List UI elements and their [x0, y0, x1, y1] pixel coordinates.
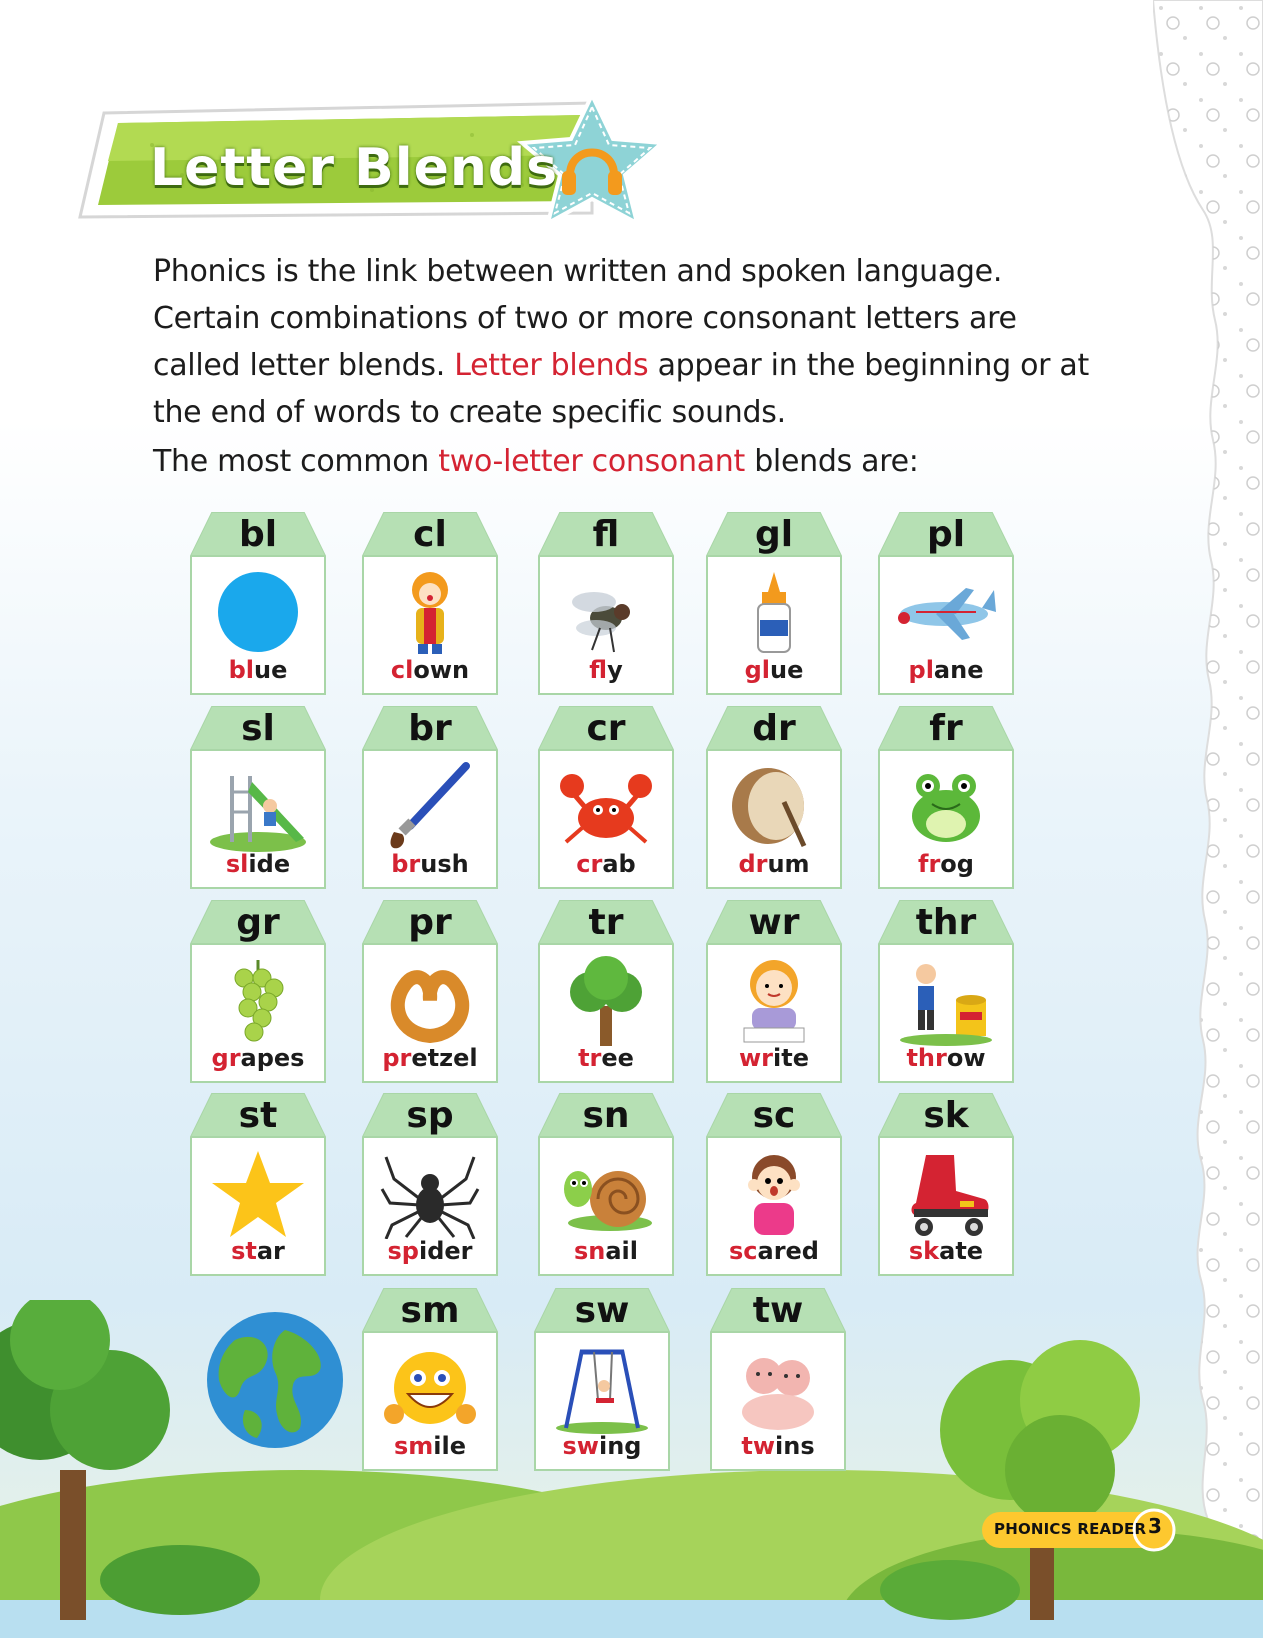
blend-card [190, 900, 326, 1083]
blend-card [362, 706, 498, 889]
example-word [190, 1044, 326, 1072]
blend-label: wr [748, 902, 800, 943]
blend-label: gl [754, 514, 794, 555]
word-rest-part: ide [248, 850, 291, 878]
word-rest-part: ue [770, 656, 804, 684]
example-word [878, 850, 1014, 878]
word-rest-part: ins [775, 1432, 815, 1460]
intro-text: The most common [153, 444, 439, 479]
example-word [190, 656, 326, 684]
glue-bottle-icon [724, 568, 824, 658]
clown-icon [380, 568, 480, 658]
blend-card [538, 900, 674, 1083]
example-word [538, 1237, 674, 1265]
word-blend-part: pr [382, 1044, 412, 1072]
blend-label: thr [915, 902, 977, 943]
frog-icon [896, 762, 996, 852]
blend-label: bl [238, 514, 278, 555]
word-rest-part: og [940, 850, 974, 878]
word-blend-part: sk [908, 1237, 940, 1265]
tree-icon [556, 956, 656, 1046]
intro-text: blends are: [744, 444, 919, 479]
blend-card [706, 512, 842, 695]
paintbrush-icon [380, 762, 480, 852]
star-icon [208, 1149, 308, 1239]
word-blend-part: gr [211, 1044, 241, 1072]
blend-card [878, 900, 1014, 1083]
blend-card [362, 1093, 498, 1276]
word-blend-part: pl [908, 656, 934, 684]
word-blend-part: sn [573, 1237, 606, 1265]
blend-card [878, 512, 1014, 695]
intro-line [153, 342, 1113, 389]
word-blend-part: st [231, 1237, 257, 1265]
word-blend-part: bl [228, 656, 255, 684]
blend-label: cl [413, 514, 447, 555]
blend-label: pl [926, 514, 966, 555]
globe-icon [205, 1310, 345, 1450]
blend-card [706, 900, 842, 1083]
example-word [362, 656, 498, 684]
example-word [362, 850, 498, 878]
word-rest-part: etzel [411, 1044, 478, 1072]
word-rest-part: own [413, 656, 470, 684]
word-blend-part: wr [739, 1044, 774, 1072]
word-rest-part: ab [602, 850, 636, 878]
blend-card [190, 512, 326, 695]
snail-icon [556, 1149, 656, 1239]
blend-label: st [238, 1095, 278, 1136]
word-rest-part: ail [605, 1237, 639, 1265]
word-blend-part: dr [738, 850, 768, 878]
word-blend-part: br [391, 850, 421, 878]
word-rest-part: y [607, 656, 623, 684]
example-word [878, 656, 1014, 684]
blend-card [362, 900, 498, 1083]
example-word [190, 1237, 326, 1265]
blend-label: fr [929, 708, 963, 749]
example-word [190, 850, 326, 878]
word-blend-part: fr [918, 850, 941, 878]
word-blend-part: fl [589, 656, 608, 684]
intro-paragraph [153, 248, 1113, 485]
word-rest-part: ee [601, 1044, 634, 1072]
example-word [878, 1044, 1014, 1072]
blend-card [878, 706, 1014, 889]
word-blend-part: tw [741, 1432, 776, 1460]
crab-icon [556, 762, 656, 852]
intro-text: appear in the beginning or at [648, 348, 1089, 383]
blend-card [538, 512, 674, 695]
slide-icon [208, 762, 308, 852]
word-blend-part: sc [728, 1237, 758, 1265]
word-blend-part: sm [393, 1432, 434, 1460]
drum-icon [724, 762, 824, 852]
example-word [534, 1432, 670, 1460]
example-word [710, 1432, 846, 1460]
example-word [538, 1044, 674, 1072]
boy-throwing-icon [896, 956, 996, 1046]
blend-card [534, 1288, 670, 1471]
word-rest-part: apes [240, 1044, 305, 1072]
blend-label: pr [408, 902, 452, 943]
blend-card [706, 1093, 842, 1276]
blend-label: tr [588, 902, 624, 943]
intro-line: Certain combinations of two or more consonant letters are [153, 301, 1017, 336]
word-blend-part: sl [225, 850, 249, 878]
spider-icon [380, 1149, 480, 1239]
word-blend-part: tr [578, 1044, 602, 1072]
word-rest-part: ane [933, 656, 984, 684]
blend-label: sl [241, 708, 275, 749]
swing-icon [552, 1344, 652, 1434]
word-rest-part: ile [433, 1432, 467, 1460]
blend-label: sp [406, 1095, 454, 1136]
intro-line [153, 438, 1113, 485]
blend-card [362, 512, 498, 695]
roller-skate-icon [896, 1149, 996, 1239]
blend-label: sw [574, 1290, 630, 1331]
example-word [538, 656, 674, 684]
plane-icon [896, 568, 996, 658]
blend-card [362, 1288, 498, 1471]
blend-label: tw [752, 1290, 804, 1331]
blend-label: dr [752, 708, 796, 749]
scared-girl-icon [724, 1149, 824, 1239]
intro-text: called letter blends. [153, 348, 455, 383]
example-word [362, 1237, 498, 1265]
blue-circle-icon [208, 568, 308, 658]
word-rest-part: ate [939, 1237, 984, 1265]
word-rest-part: ar [256, 1237, 285, 1265]
intro-line: Phonics is the link between written and spoken language. [153, 254, 1003, 289]
blend-card [538, 706, 674, 889]
example-word [362, 1044, 498, 1072]
blend-card [538, 1093, 674, 1276]
example-word [706, 656, 842, 684]
word-rest-part: ared [757, 1237, 819, 1265]
word-blend-part: thr [906, 1044, 947, 1072]
word-blend-part: cr [576, 850, 603, 878]
example-word [538, 850, 674, 878]
blend-card [706, 706, 842, 889]
example-word [362, 1432, 498, 1460]
word-blend-part: cl [390, 656, 414, 684]
blend-card [710, 1288, 846, 1471]
pretzel-icon [380, 956, 480, 1046]
smiley-icon [380, 1344, 480, 1434]
word-rest-part: ow [946, 1044, 986, 1072]
word-blend-part: gl [744, 656, 771, 684]
example-word [878, 1237, 1014, 1265]
highlight-term: two-letter consonant [438, 444, 745, 479]
blend-label: br [408, 708, 452, 749]
example-word [706, 1044, 842, 1072]
intro-line: the end of words to create specific sounds. [153, 395, 786, 430]
blend-card [190, 1093, 326, 1276]
word-rest-part: ider [418, 1237, 473, 1265]
grapes-icon [208, 956, 308, 1046]
blend-label: sn [582, 1095, 630, 1136]
word-blend-part: sw [562, 1432, 599, 1460]
blend-label: gr [236, 902, 280, 943]
fly-icon [556, 568, 656, 658]
highlight-term: Letter blends [454, 348, 649, 383]
word-blend-part: sp [387, 1237, 419, 1265]
blend-label: cr [586, 708, 626, 749]
example-word [706, 850, 842, 878]
word-rest-part: ite [773, 1044, 809, 1072]
blend-card [878, 1093, 1014, 1276]
blend-label: sk [923, 1095, 969, 1136]
girl-writing-icon [724, 956, 824, 1046]
blend-label: sc [752, 1095, 796, 1136]
example-word [706, 1237, 842, 1265]
blend-card [190, 706, 326, 889]
word-rest-part: um [767, 850, 810, 878]
word-rest-part: ush [420, 850, 469, 878]
blend-label: sm [400, 1290, 460, 1331]
page-title: Letter Blends [150, 138, 559, 198]
footer-label: PHONICS READER [994, 1520, 1147, 1538]
twins-icon [728, 1344, 828, 1434]
word-rest-part: ing [598, 1432, 642, 1460]
blend-label: fl [592, 514, 620, 555]
word-rest-part: ue [254, 656, 288, 684]
page-number: 3 [1148, 1514, 1162, 1538]
